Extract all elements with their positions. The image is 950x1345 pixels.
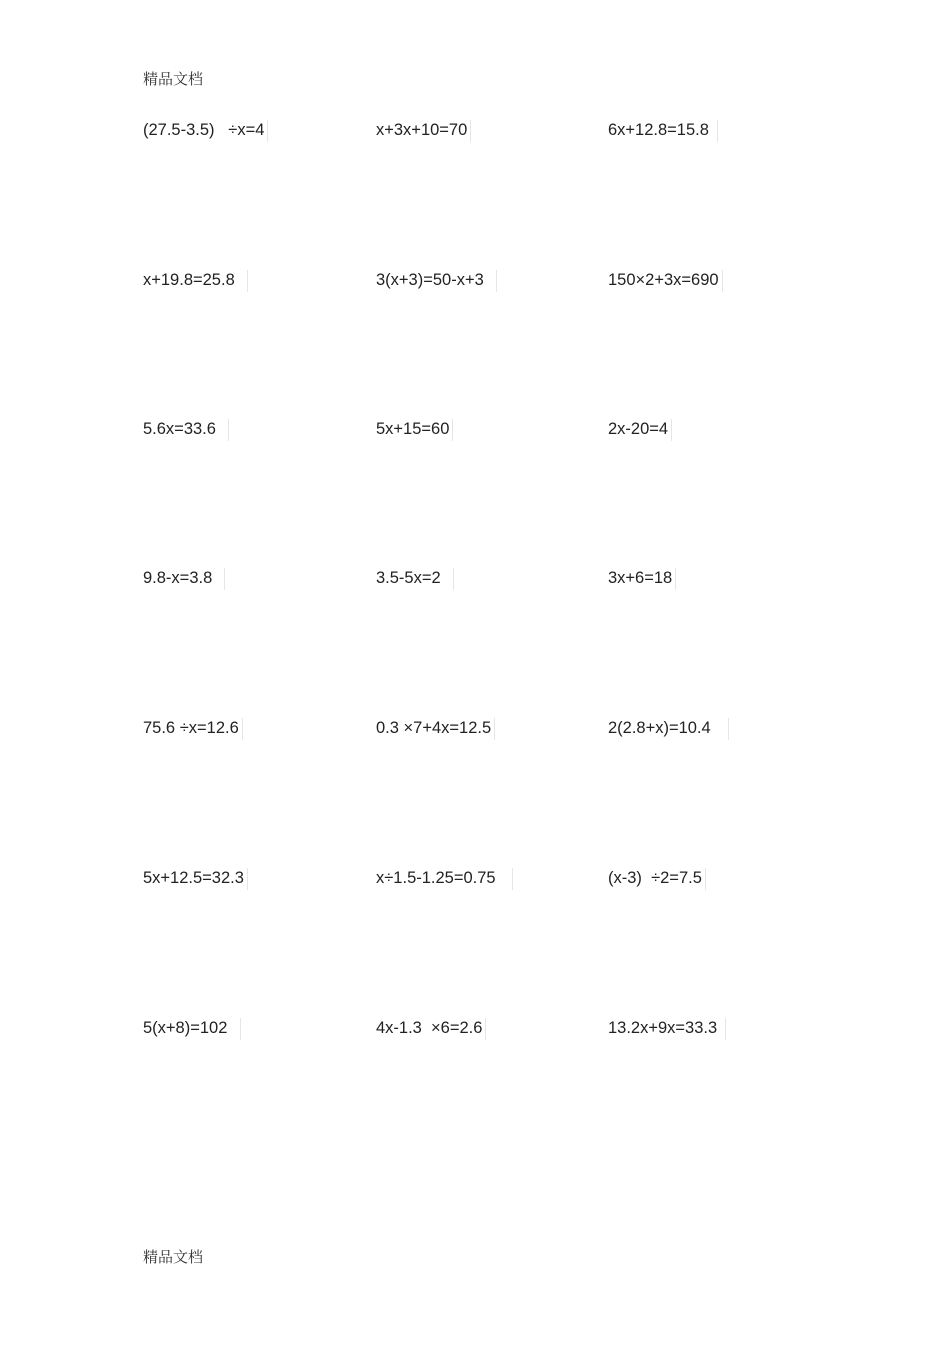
equation-row: [0, 118, 950, 142]
equation: 5.6x=33.6: [143, 417, 229, 441]
equation: 2(2.8+x)=10.4: [608, 716, 729, 740]
equation-row: [0, 716, 950, 740]
equation: 3(x+3)=50-x+3: [376, 268, 497, 292]
equation: x÷1.5-1.25=0.75: [376, 866, 513, 890]
equation: (27.5-3.5) ÷x=4: [143, 118, 268, 142]
footer-label: 精品文档: [143, 1248, 204, 1266]
header-label: 精品文档: [143, 70, 204, 88]
equation: 13.2x+9x=33.3: [608, 1016, 726, 1040]
equation: 6x+12.8=15.8: [608, 118, 718, 142]
equation: 4x-1.3 ×6=2.6: [376, 1016, 486, 1040]
equation-row: [0, 417, 950, 441]
equation: 5x+15=60: [376, 417, 453, 441]
equation: 150×2+3x=690: [608, 268, 723, 292]
equation: 0.3 ×7+4x=12.5: [376, 716, 495, 740]
equation: x+19.8=25.8: [143, 268, 248, 292]
equation-row: [0, 1016, 950, 1040]
equation: 3.5-5x=2: [376, 566, 454, 590]
equation: 9.8-x=3.8: [143, 566, 225, 590]
equation: 5(x+8)=102: [143, 1016, 241, 1040]
equation: 75.6 ÷x=12.6: [143, 716, 243, 740]
equation-row: [0, 268, 950, 292]
equation-row: [0, 566, 950, 590]
equation: 5x+12.5=32.3: [143, 866, 248, 890]
equation: 2x-20=4: [608, 417, 672, 441]
equation: x+3x+10=70: [376, 118, 471, 142]
equation: 3x+6=18: [608, 566, 676, 590]
equation-row: [0, 866, 950, 890]
equation: (x-3) ÷2=7.5: [608, 866, 706, 890]
